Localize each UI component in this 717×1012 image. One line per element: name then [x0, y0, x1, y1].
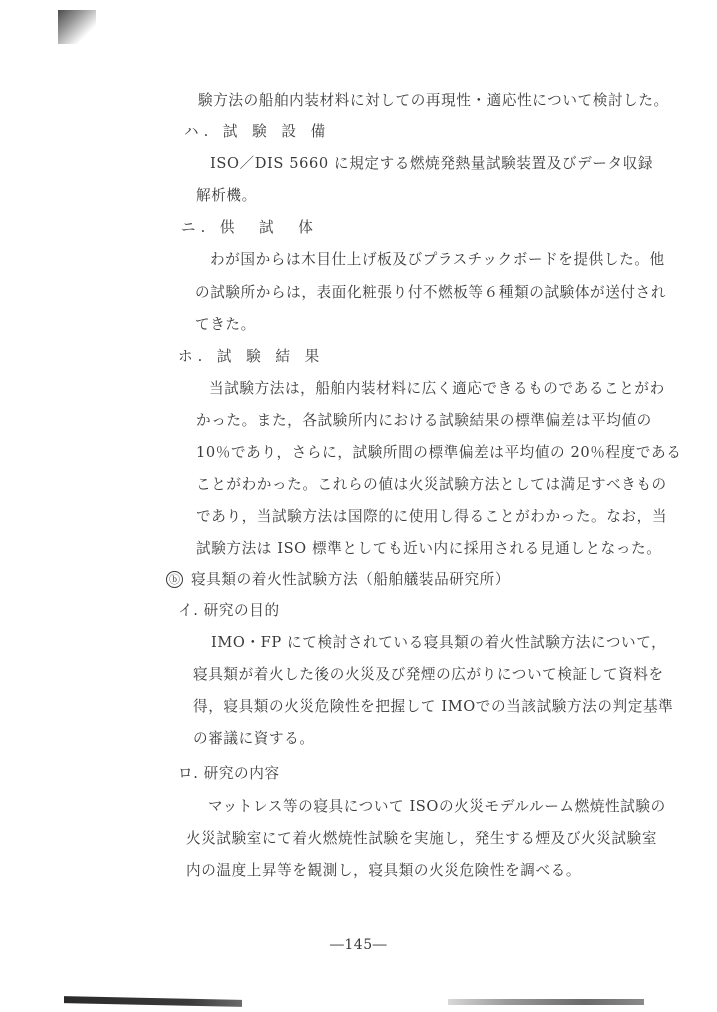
heading-test-results: ホ. 試 験 結 果	[178, 348, 325, 365]
body-line: かった。また，各試験所内における試験結果の標準偏差は平均値の	[196, 412, 652, 429]
body-line-continuation: 験方法の船舶内装材料に対しての再現性・適応性について検討した。	[198, 92, 669, 109]
heading-research-purpose: イ. 研究の目的	[178, 602, 280, 619]
heading-research-content: ロ. 研究の内容	[178, 765, 280, 782]
body-line: 解析機。	[196, 187, 257, 204]
scan-edge-mark-top	[58, 10, 96, 44]
body-line: 当試験方法は，船舶内装材料に広く適応できるものであることがわ	[209, 380, 665, 397]
body-line: の審議に資する。	[193, 730, 315, 747]
section-marker-b: ⓑ	[166, 571, 183, 588]
section-title: 寝具類の着火性試験方法（船舶艤装品研究所）	[191, 571, 511, 588]
body-line: IMO・FP にて検討されている寝具類の着火性試験方法について，	[211, 634, 667, 651]
page-number: ―145―	[329, 937, 388, 953]
body-line: の試験所からは，表面化粧張り付不燃板等６種類の試験体が送付され	[195, 284, 667, 301]
heading-test-equipment: ハ. 試 験 設 備	[184, 123, 331, 140]
body-line: 火災試験室にて着火燃焼性試験を実施し，発生する煙及び火災試験室	[186, 830, 658, 847]
body-line: であり，当試験方法は国際的に使用し得ることがわかった。なお，当	[196, 508, 668, 525]
body-line: 寝具類が着火した後の火災及び発煙の広がりについて検証して資料を	[193, 666, 664, 683]
body-line: 10％であり，さらに，試験所間の標準偏差は平均値の 20％程度である	[196, 444, 682, 461]
body-line: 得，寝具類の火災危険性を把握して IMOでの当該試験方法の判定基準	[193, 698, 674, 715]
body-line: 試験方法は ISO 標準としても近い内に採用される見通しとなった。	[196, 540, 662, 557]
body-line: わが国からは木目仕上げ板及びプラスチックボードを提供した。他	[210, 251, 665, 268]
body-line: ISO／DIS 5660 に規定する燃焼発熱量試験装置及びデータ収録	[210, 155, 654, 172]
scan-edge-mark-bottom-right	[448, 999, 644, 1005]
scan-edge-mark-bottom-left	[64, 996, 242, 1007]
body-line: てきた。	[195, 316, 256, 333]
section-heading-bedding	[166, 570, 510, 590]
heading-specimens: ニ. 供 試 体	[181, 219, 318, 236]
body-line: マットレス等の寝具について ISOの火災モデルルーム燃焼性試験の	[208, 798, 666, 815]
body-line: 内の温度上昇等を観測し，寝具類の火災危険性を調べる。	[186, 862, 582, 879]
body-line: ことがわかった。これらの値は火災試験方法としては満足すべきもの	[196, 476, 667, 493]
